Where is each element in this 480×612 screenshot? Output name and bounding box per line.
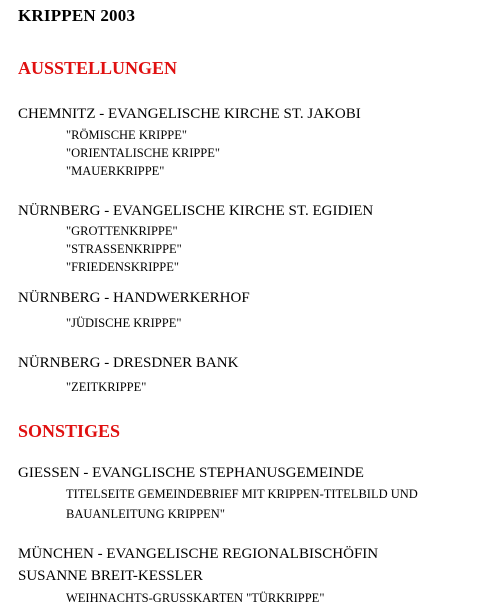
exhibit-item: "ORIENTALISCHE KRIPPE" xyxy=(66,146,220,160)
exhibit-item: "RÖMISCHE KRIPPE" xyxy=(66,128,187,142)
exhibit-item: "ZEITKRIPPE" xyxy=(66,380,147,394)
page-title: KRIPPEN 2003 xyxy=(18,6,136,25)
location-nuernberg-egidien: NÜRNBERG - EVANGELISCHE KIRCHE ST. EGIDIEN xyxy=(18,203,374,219)
location-giessen: GIESSEN - EVANGLISCHE STEPHANUSGEMEINDE xyxy=(18,465,364,481)
exhibit-item: "MAUERKRIPPE" xyxy=(66,164,165,178)
location-muenchen: MÜNCHEN - EVANGELISCHE REGIONALBISCHÖFIN xyxy=(18,546,379,562)
location-chemnitz: CHEMNITZ - EVANGELISCHE KIRCHE ST. JAKOBI xyxy=(18,106,361,122)
exhibit-item: "STRASSENKRIPPE" xyxy=(66,242,182,256)
section-heading-sonstiges: SONSTIGES xyxy=(18,421,121,441)
exhibit-item: "GROTTENKRIPPE" xyxy=(66,224,178,238)
location-muenchen-line2: SUSANNE BREIT-KESSLER xyxy=(18,568,203,584)
exhibit-item: "FRIEDENSKRIPPE" xyxy=(66,260,180,274)
misc-item: WEIHNACHTS-GRUSSKARTEN "TÜRKRIPPE" xyxy=(66,591,325,605)
misc-item: BAUANLEITUNG KRIPPEN" xyxy=(66,507,225,521)
section-heading-ausstellungen: AUSSTELLUNGEN xyxy=(18,58,178,78)
location-nuernberg-dresdner-bank: NÜRNBERG - DRESDNER BANK xyxy=(18,355,239,371)
misc-item: TITELSEITE GEMEINDEBRIEF MIT KRIPPEN-TITELBILD UND xyxy=(66,487,418,501)
exhibit-item: "JÜDISCHE KRIPPE" xyxy=(66,316,182,330)
location-nuernberg-handwerkerhof: NÜRNBERG - HANDWERKERHOF xyxy=(18,290,250,306)
